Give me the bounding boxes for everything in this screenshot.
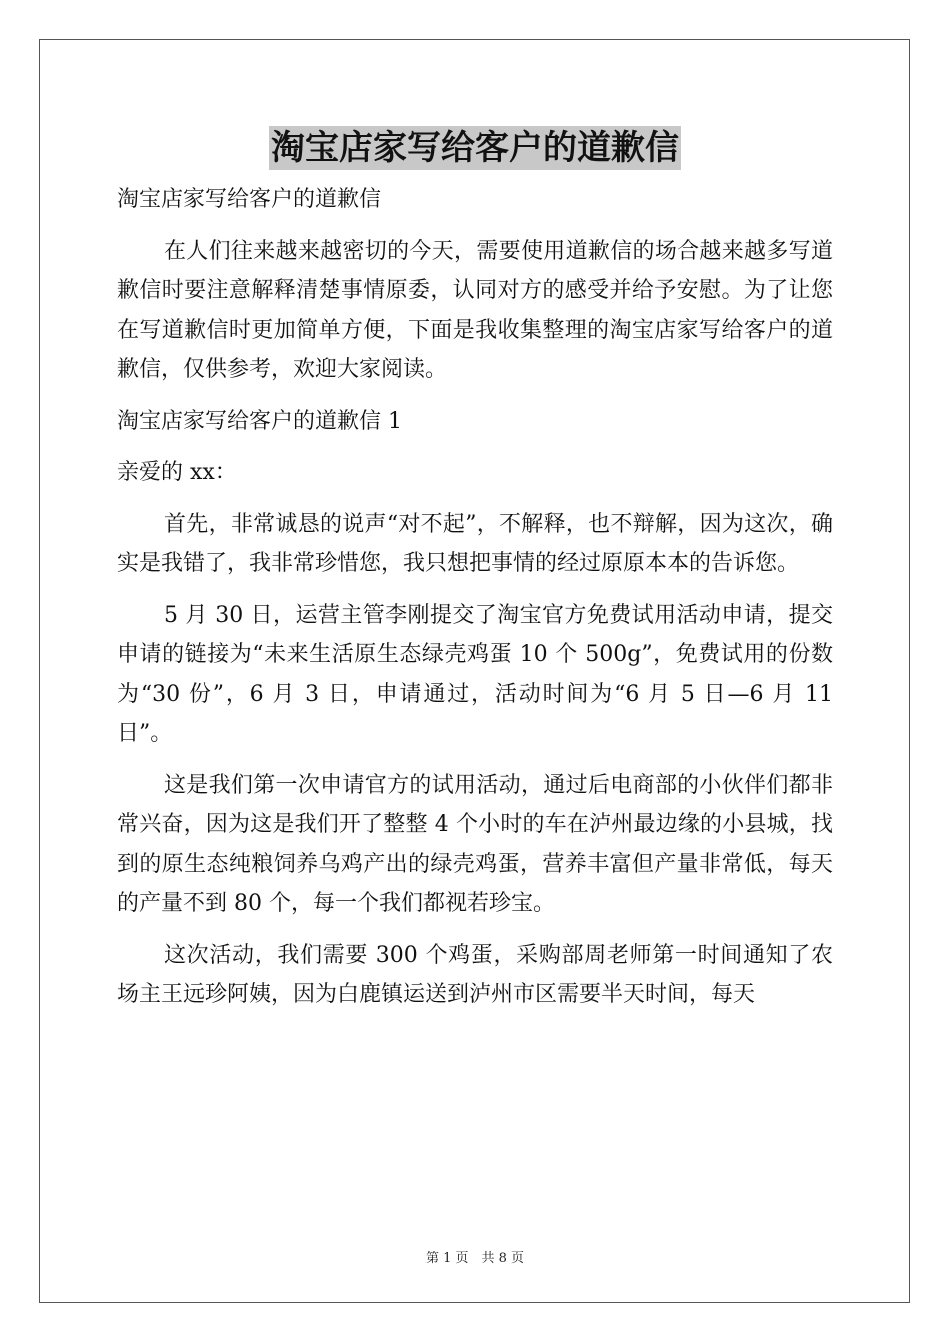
letter-paragraph: 首先，非常诚恳的说声“对不起”，不解释，也不辩解，因为这次，确实是我错了，我非常珍惜您，我只想把事情的经过原原本本的告诉您。 bbox=[117, 511, 833, 576]
salutation: 亲爱的 xx： bbox=[117, 460, 237, 485]
letter-paragraph: 这次活动，我们需要 300 个鸡蛋，采购部周老师第一时间通知了农场主王远珍阿姨，因为白鹿镇运送到泸州市区需要半天时间，每天 bbox=[117, 942, 833, 1007]
page-footer bbox=[0, 1247, 950, 1266]
document-body bbox=[117, 180, 833, 1015]
document-title: 淘宝店家写给客户的道歉信 bbox=[271, 128, 679, 168]
title-container bbox=[0, 126, 950, 170]
letter-paragraph: 这是我们第一次申请官方的试用活动，通过后电商部的小伙伴们都非常兴奋，因为这是我们开了整整 4 个小时的车在泸州最边缘的小县城，找到的原生态纯粮饲养乌鸡产出的绿壳鸡蛋，营养丰富但产量非常低，每天的产量不到 80 个，每一个我们都视若珍宝。 bbox=[117, 772, 833, 916]
page-number: 第 1 页 共 8 页 bbox=[425, 1251, 525, 1266]
intro-paragraph: 在人们往来越来越密切的今天，需要使用道歉信的场合越来越多写道歉信时要注意解释清楚事情原委，认同对方的感受并给予安慰。为了让您在写道歉信时更加简单方便，下面是我收集整理的淘宝店家写给客户的道歉信，仅供参考，欢迎大家阅读。 bbox=[117, 238, 833, 382]
section-heading: 淘宝店家写给客户的道歉信 1 bbox=[117, 408, 402, 434]
letter-paragraph: 5 月 30 日，运营主管李刚提交了淘宝官方免费试用活动申请，提交申请的链接为“未来生活原生态绿壳鸡蛋 10 个 500g”，免费试用的份数为“30 份”，6 月 3 日，申请通过，活动时间为“6 月 5 日—6 月 11 日”。 bbox=[117, 602, 833, 746]
document-subtitle: 淘宝店家写给客户的道歉信 bbox=[117, 187, 382, 212]
